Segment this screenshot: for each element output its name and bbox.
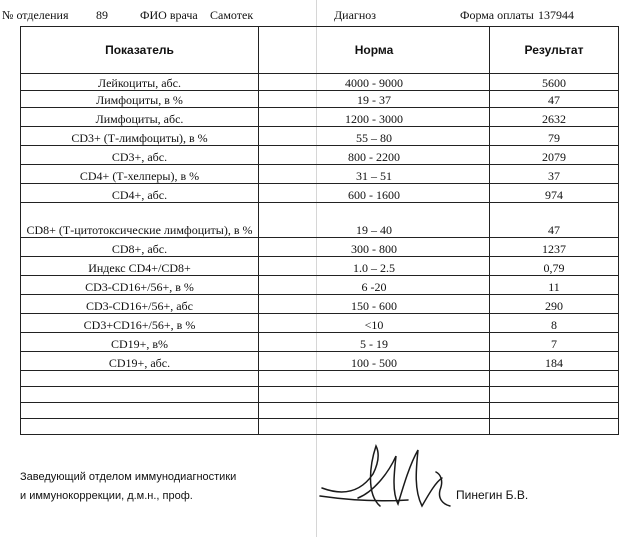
empty-row xyxy=(21,371,619,387)
column-header-result: Результат xyxy=(490,27,619,74)
norm-value: 31 – 51 xyxy=(259,165,490,184)
table-row xyxy=(21,333,619,352)
empty-row xyxy=(21,403,619,419)
indicator-name: Лейкоциты, абс. xyxy=(21,74,259,91)
form-header xyxy=(0,6,640,24)
table-row xyxy=(21,257,619,276)
empty-cell xyxy=(490,371,619,387)
indicator-name: CD3-CD16+/56+, в % xyxy=(21,276,259,295)
empty-cell xyxy=(259,387,490,403)
table-row xyxy=(21,74,619,91)
indicator-name: Лимфоциты, в % xyxy=(21,91,259,108)
empty-cell xyxy=(490,419,619,435)
table-row xyxy=(21,108,619,127)
table-row xyxy=(21,184,619,203)
payment-number: 137944 xyxy=(538,8,574,22)
indicator-name: CD4+ (Т-хелперы), в % xyxy=(21,165,259,184)
norm-value: 5 - 19 xyxy=(259,333,490,352)
table-row xyxy=(21,295,619,314)
indicator-name: CD3+CD16+/56+, в % xyxy=(21,314,259,333)
indicator-name: CD4+, абс. xyxy=(21,184,259,203)
result-value: 7 xyxy=(490,333,619,352)
department-label: № отделения xyxy=(2,8,69,22)
table-row xyxy=(21,91,619,108)
norm-value: 300 - 800 xyxy=(259,238,490,257)
result-value: 0,79 xyxy=(490,257,619,276)
norm-value: 19 - 37 xyxy=(259,91,490,108)
indicator-name: CD3-CD16+/56+, абс xyxy=(21,295,259,314)
result-value: 8 xyxy=(490,314,619,333)
result-value: 47 xyxy=(490,91,619,108)
empty-cell xyxy=(21,387,259,403)
norm-value: 1200 - 3000 xyxy=(259,108,490,127)
norm-value: 1.0 – 2.5 xyxy=(259,257,490,276)
table-row xyxy=(21,314,619,333)
empty-cell xyxy=(259,419,490,435)
result-value: 1237 xyxy=(490,238,619,257)
payment-label: Форма оплаты xyxy=(460,8,534,22)
result-value: 11 xyxy=(490,276,619,295)
table-row xyxy=(21,165,619,184)
table-row xyxy=(21,352,619,371)
empty-cell xyxy=(21,419,259,435)
column-header-norm: Норма xyxy=(259,27,490,74)
table-header-row xyxy=(21,27,619,74)
result-value: 290 xyxy=(490,295,619,314)
norm-value: 800 - 2200 xyxy=(259,146,490,165)
norm-value: 6 -20 xyxy=(259,276,490,295)
table-row xyxy=(21,146,619,165)
result-value: 974 xyxy=(490,184,619,203)
indicator-name: CD19+, в% xyxy=(21,333,259,352)
signer-title-line1: Заведующий отделом иммунодиагностики xyxy=(20,471,237,483)
result-value: 37 xyxy=(490,165,619,184)
table-row xyxy=(21,276,619,295)
result-value: 2632 xyxy=(490,108,619,127)
table-row xyxy=(21,203,619,238)
indicator-name: CD3+, абс. xyxy=(21,146,259,165)
norm-value: 4000 - 9000 xyxy=(259,74,490,91)
signer-title-line2: и иммунокоррекции, д.м.н., проф. xyxy=(20,490,193,502)
empty-cell xyxy=(490,403,619,419)
empty-row xyxy=(21,387,619,403)
empty-cell xyxy=(259,371,490,387)
norm-value: 19 – 40 xyxy=(259,203,490,238)
norm-value: 600 - 1600 xyxy=(259,184,490,203)
indicator-name: CD8+ (Т-цитотоксические лимфоциты), в % xyxy=(21,203,259,238)
indicator-name: CD3+ (Т-лимфоциты), в % xyxy=(21,127,259,146)
department-number: 89 xyxy=(96,8,108,22)
results-table xyxy=(20,26,619,435)
result-value: 2079 xyxy=(490,146,619,165)
empty-cell xyxy=(21,403,259,419)
table-row xyxy=(21,127,619,146)
doctor-label: ФИО врача xyxy=(140,8,198,22)
empty-cell xyxy=(490,387,619,403)
diagnosis-label: Диагноз xyxy=(334,8,377,22)
column-header-indicator: Показатель xyxy=(21,27,259,74)
result-value: 79 xyxy=(490,127,619,146)
signer-name: Пинегин Б.В. xyxy=(456,488,529,502)
indicator-name: CD19+, абс. xyxy=(21,352,259,371)
handwritten-signature xyxy=(318,434,458,524)
table-row xyxy=(21,238,619,257)
signature-stroke xyxy=(320,446,450,506)
result-value: 5600 xyxy=(490,74,619,91)
empty-cell xyxy=(21,371,259,387)
doctor-name: Самотек xyxy=(210,8,254,22)
norm-value: 55 – 80 xyxy=(259,127,490,146)
norm-value: 100 - 500 xyxy=(259,352,490,371)
empty-row xyxy=(21,419,619,435)
indicator-name: CD8+, абс. xyxy=(21,238,259,257)
norm-value: 150 - 600 xyxy=(259,295,490,314)
empty-cell xyxy=(259,403,490,419)
indicator-name: Лимфоциты, абс. xyxy=(21,108,259,127)
result-value: 184 xyxy=(490,352,619,371)
norm-value: <10 xyxy=(259,314,490,333)
result-value: 47 xyxy=(490,203,619,238)
signature-block xyxy=(20,468,236,506)
indicator-name: Индекс CD4+/CD8+ xyxy=(21,257,259,276)
